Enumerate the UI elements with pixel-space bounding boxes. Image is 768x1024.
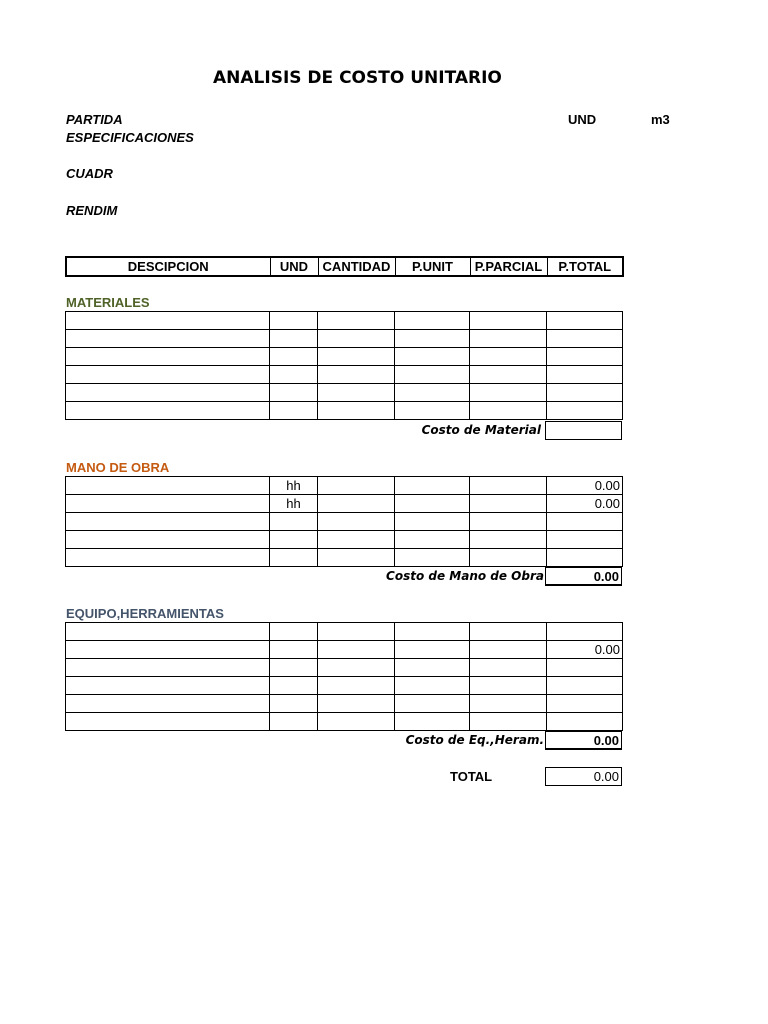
cell[interactable]	[395, 623, 470, 641]
header-cantidad: CANTIDAD	[318, 257, 395, 276]
cell[interactable]	[395, 677, 470, 695]
cell[interactable]	[270, 402, 318, 420]
cell-total[interactable]: 0.00	[547, 495, 623, 513]
cell[interactable]	[395, 659, 470, 677]
cell[interactable]	[395, 713, 470, 731]
cell[interactable]	[395, 477, 470, 495]
cell[interactable]	[470, 513, 547, 531]
cell[interactable]	[66, 348, 270, 366]
costo-material-value[interactable]	[545, 421, 622, 440]
table-row	[66, 623, 623, 641]
cell[interactable]	[66, 495, 270, 513]
cell[interactable]	[66, 713, 270, 731]
cell[interactable]	[270, 549, 318, 567]
cell[interactable]	[547, 513, 623, 531]
cell[interactable]	[470, 348, 547, 366]
cell[interactable]	[66, 513, 270, 531]
cell[interactable]	[395, 348, 470, 366]
cell[interactable]	[66, 384, 270, 402]
cell[interactable]	[547, 659, 623, 677]
cell[interactable]	[395, 366, 470, 384]
cell[interactable]	[547, 330, 623, 348]
cell[interactable]	[470, 713, 547, 731]
cell[interactable]	[395, 402, 470, 420]
table-row	[66, 641, 623, 659]
costo-mano-de-obra-value[interactable]: 0.00	[545, 567, 622, 586]
costo-material-label: Costo de Material	[421, 423, 541, 437]
cell[interactable]	[318, 312, 395, 330]
cell[interactable]	[470, 366, 547, 384]
table-row	[66, 513, 623, 531]
cell[interactable]	[270, 348, 318, 366]
cell[interactable]	[547, 695, 623, 713]
partida-label: PARTIDA	[66, 112, 123, 127]
cell[interactable]	[318, 713, 395, 731]
cell[interactable]	[470, 312, 547, 330]
table-row	[66, 695, 623, 713]
cell[interactable]	[395, 384, 470, 402]
materiales-section-label: MATERIALES	[66, 295, 150, 310]
cell-und[interactable]: hh	[270, 495, 318, 513]
cell[interactable]	[270, 659, 318, 677]
table-row	[66, 366, 623, 384]
total-label: TOTAL	[450, 769, 493, 784]
mano-de-obra-table	[65, 476, 623, 567]
cell[interactable]	[318, 495, 395, 513]
und-value: m3	[651, 112, 670, 127]
cell[interactable]	[395, 330, 470, 348]
especificaciones-label: ESPECIFICACIONES	[66, 130, 194, 145]
cell[interactable]	[66, 330, 270, 348]
cell[interactable]	[270, 513, 318, 531]
cell[interactable]	[547, 531, 623, 549]
cell[interactable]	[547, 348, 623, 366]
cell[interactable]	[318, 330, 395, 348]
table-row	[66, 348, 623, 366]
cell[interactable]	[470, 495, 547, 513]
cell[interactable]	[318, 348, 395, 366]
cell[interactable]	[66, 641, 270, 659]
cell[interactable]	[270, 384, 318, 402]
cell[interactable]	[470, 402, 547, 420]
cell[interactable]	[270, 713, 318, 731]
cell[interactable]	[470, 477, 547, 495]
page-title: ANALISIS DE COSTO UNITARIO	[213, 68, 502, 88]
cell[interactable]	[318, 531, 395, 549]
cell[interactable]	[470, 384, 547, 402]
cell[interactable]	[470, 330, 547, 348]
costo-equipo-value[interactable]: 0.00	[545, 731, 622, 750]
cell[interactable]	[66, 659, 270, 677]
header-row	[66, 257, 623, 276]
cell-und[interactable]: hh	[270, 477, 318, 495]
cell[interactable]	[270, 531, 318, 549]
cell[interactable]	[547, 623, 623, 641]
cell[interactable]	[318, 366, 395, 384]
equipo-table	[65, 622, 623, 731]
header-punit: P.UNIT	[395, 257, 470, 276]
cell[interactable]	[318, 641, 395, 659]
table-row	[66, 713, 623, 731]
table-row	[66, 402, 623, 420]
cuadr-label: CUADR	[66, 166, 113, 181]
total-value[interactable]: 0.00	[545, 767, 622, 786]
cell[interactable]	[318, 695, 395, 713]
cell[interactable]	[270, 623, 318, 641]
cell[interactable]	[270, 677, 318, 695]
cell[interactable]	[395, 531, 470, 549]
cell[interactable]	[318, 402, 395, 420]
cell[interactable]	[318, 623, 395, 641]
cell-total[interactable]: 0.00	[547, 641, 623, 659]
cell[interactable]	[270, 366, 318, 384]
cell[interactable]	[270, 695, 318, 713]
cell[interactable]	[395, 312, 470, 330]
cell[interactable]	[318, 384, 395, 402]
cell[interactable]	[270, 641, 318, 659]
cell[interactable]	[66, 531, 270, 549]
cell[interactable]	[470, 531, 547, 549]
cell[interactable]	[66, 549, 270, 567]
cell[interactable]	[547, 366, 623, 384]
header-und: UND	[270, 257, 318, 276]
cell[interactable]	[547, 402, 623, 420]
cell[interactable]	[547, 384, 623, 402]
costo-equipo-label: Costo de Eq.,Heram.	[405, 733, 544, 747]
cell[interactable]	[66, 312, 270, 330]
cell[interactable]	[66, 402, 270, 420]
table-row	[66, 677, 623, 695]
cell[interactable]	[66, 366, 270, 384]
header-table	[65, 256, 624, 277]
cell[interactable]	[470, 677, 547, 695]
costo-mano-de-obra-label: Costo de Mano de Obra	[386, 569, 544, 583]
cell[interactable]	[66, 677, 270, 695]
cell[interactable]	[470, 549, 547, 567]
cell[interactable]	[547, 713, 623, 731]
table-row	[66, 477, 623, 495]
cell[interactable]	[270, 330, 318, 348]
cell[interactable]	[470, 623, 547, 641]
cell[interactable]	[470, 695, 547, 713]
cell[interactable]	[66, 695, 270, 713]
cell[interactable]	[547, 677, 623, 695]
table-row	[66, 531, 623, 549]
table-row	[66, 312, 623, 330]
table-row	[66, 549, 623, 567]
cell[interactable]	[470, 659, 547, 677]
equipo-section-label: EQUIPO,HERRAMIENTAS	[66, 606, 224, 621]
header-pparcial: P.PARCIAL	[470, 257, 547, 276]
cell[interactable]	[395, 549, 470, 567]
table-row	[66, 495, 623, 513]
cell-total[interactable]: 0.00	[547, 477, 623, 495]
header-descripcion: DESCIPCION	[66, 257, 270, 276]
table-row	[66, 330, 623, 348]
cell[interactable]	[318, 659, 395, 677]
cell[interactable]	[318, 477, 395, 495]
rendim-label: RENDIM	[66, 203, 118, 218]
und-label: UND	[568, 112, 597, 127]
cell[interactable]	[395, 513, 470, 531]
mano-de-obra-section-label: MANO DE OBRA	[66, 460, 170, 475]
cell[interactable]	[395, 495, 470, 513]
table-row	[66, 659, 623, 677]
cell[interactable]	[270, 312, 318, 330]
cell[interactable]	[547, 549, 623, 567]
materiales-table	[65, 311, 623, 420]
cell[interactable]	[318, 513, 395, 531]
table-row	[66, 384, 623, 402]
cell[interactable]	[547, 312, 623, 330]
cell[interactable]	[318, 549, 395, 567]
cell[interactable]	[318, 677, 395, 695]
cell[interactable]	[66, 623, 270, 641]
cell[interactable]	[395, 695, 470, 713]
cell[interactable]	[66, 477, 270, 495]
cell[interactable]	[395, 641, 470, 659]
header-ptotal: P.TOTAL	[547, 257, 623, 276]
cell[interactable]	[470, 641, 547, 659]
